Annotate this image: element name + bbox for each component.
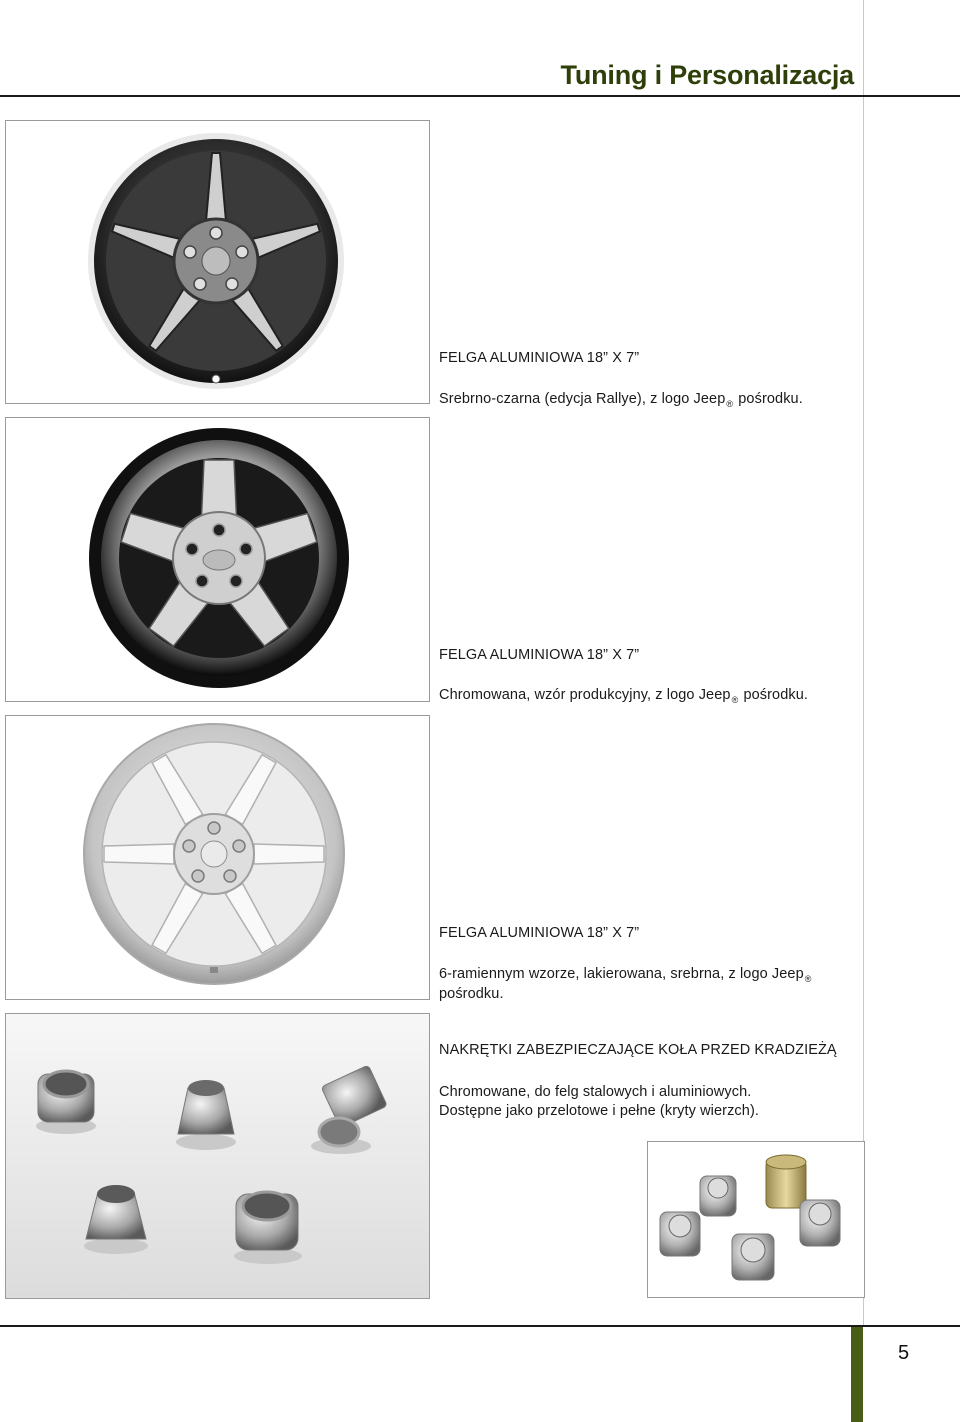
locking-lug-nuts-image [6, 1014, 429, 1298]
product-heading-3: FELGA ALUMINIOWA 18” X 7” [439, 925, 640, 941]
locking-nuts-set-image [648, 1142, 864, 1297]
product-description-3: 6-ramiennym wzorze, lakierowana, srebrna, z logo Jeep$_®$ pośrodku. [439, 966, 812, 1002]
header-rule [0, 95, 960, 97]
product-heading-2: FELGA ALUMINIOWA 18” X 7” [439, 647, 640, 663]
product-description-1: Srebrno-czarna (edycja Rallye), z logo Jeep$_®$ pośrodku. [439, 391, 803, 409]
wheel-image-frame-3 [5, 715, 430, 1000]
margin-line [863, 0, 864, 1325]
product-description-4-line2: Dostępne jako przelotowe i pełne (kryty wierzch). [439, 1103, 760, 1119]
wheel-image-frame-2 [5, 417, 430, 702]
trademark-symbol: ® [726, 399, 734, 409]
trademark-symbol: ® [804, 974, 812, 984]
footer-rule [0, 1325, 960, 1327]
wheel-image-frame-1 [5, 120, 430, 404]
product-heading-1: FELGA ALUMINIOWA 18” X 7” [439, 350, 640, 366]
lug-nuts-image-frame [5, 1013, 430, 1299]
locking-nuts-set-image-frame [647, 1141, 865, 1298]
chrome-production-wheel-image [6, 418, 429, 701]
page-title: Tuning i Personalizacja [560, 60, 854, 90]
product-heading-4: NAKRĘTKI ZABEZPIECZAJĄCE KOŁA PRZED KRADZIEŻĄ [439, 1042, 837, 1058]
product-description-2: Chromowana, wzór produkcyjny, z logo Jeep$_®$ pośrodku. [439, 687, 809, 705]
page-accent-bar [851, 1327, 863, 1422]
six-spoke-silver-wheel-image [6, 716, 429, 999]
silver-black-rally-wheel-image [6, 121, 429, 403]
page-number: 5 [898, 1342, 910, 1364]
product-description-4-line1: Chromowane, do felg stalowych i aluminiowych. [439, 1084, 752, 1100]
trademark-symbol: ® [731, 695, 739, 705]
